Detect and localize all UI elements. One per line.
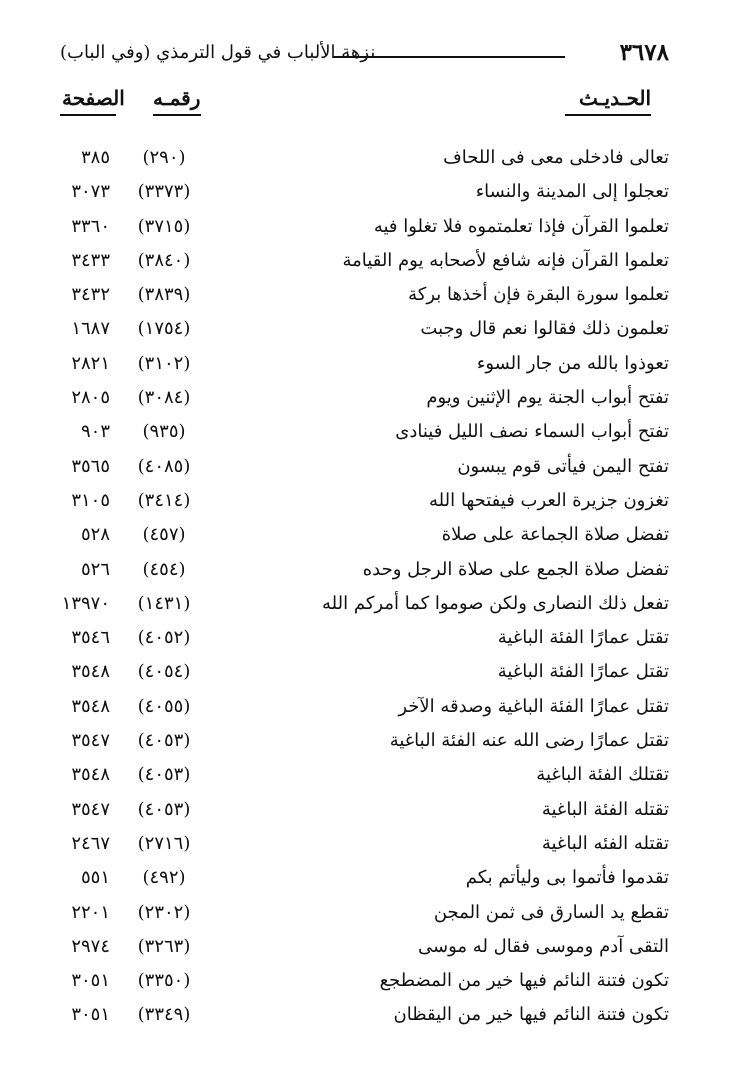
hadith-text: تعوذوا بالله من جار السوء <box>476 352 669 374</box>
hadith-number: (٤٠٥٣) <box>137 798 191 820</box>
page-reference: ٢٢٠١ <box>71 901 110 923</box>
index-entry <box>0 931 755 965</box>
hadith-text: تفعل ذلك النصارى ولكن صوموا كما أمركم الله <box>322 592 669 614</box>
hadith-text: تعلموا القرآن فإذا تعلمتموه فلا تغلوا فيه <box>373 215 669 237</box>
hadith-number: (٣٠٨٤) <box>137 387 191 409</box>
page-reference: ١٣٩٧٠ <box>61 592 110 614</box>
hadith-number: (٢٩٠) <box>142 147 186 168</box>
page-reference: ٣٤٣٢ <box>71 284 110 306</box>
hadith-text: تفتح اليمن فيأتى قوم يبسون <box>457 455 669 477</box>
hadith-text: التقى آدم وموسى فقال له موسى <box>418 935 669 957</box>
index-entry <box>0 554 755 588</box>
column-header-page: الصفحة <box>62 86 125 110</box>
hadith-text: تقتله الفئه الباغية <box>541 832 669 854</box>
hadith-text: تفضل صلاة الجماعة على صلاة <box>441 524 669 546</box>
hadith-number: (٣٤١٤) <box>137 489 191 511</box>
hadith-number: (٤٠٥٢) <box>137 627 191 649</box>
page-reference: ٢٩٧٤ <box>71 935 110 957</box>
index-entry <box>0 794 755 828</box>
hadith-number: (٤٠٥٥) <box>137 695 191 717</box>
index-entry <box>0 382 755 416</box>
hadith-number: (٤٠٥٣) <box>137 764 191 786</box>
index-entry <box>0 348 755 382</box>
hadith-text: تفتح أبواب الجنة يوم الإثنين ويوم <box>426 387 669 409</box>
page-reference: ٣٤٣٣ <box>71 249 110 271</box>
page-number: ٣٦٧٨ <box>619 39 669 66</box>
page-reference: ٢٨٢١ <box>71 352 110 374</box>
page-reference: ٣٥٤٦ <box>71 627 110 649</box>
hadith-text: تقتل عمارًا الفئة الباغية <box>497 661 669 683</box>
hadith-number: (٤٠٨٥) <box>137 455 191 477</box>
hadith-number: (٣٢٦٣) <box>137 935 191 957</box>
column-header-underline <box>565 114 651 116</box>
running-title: نزهة الألباب في قول الترمذي (وفي الباب) <box>60 42 376 63</box>
index-entry <box>0 313 755 347</box>
page-reference: ٣٠٧٣ <box>71 181 110 203</box>
page-reference: ٣١٠٥ <box>71 489 110 511</box>
hadith-index-list <box>0 142 755 1034</box>
index-entry <box>0 862 755 896</box>
page-reference: ٢٤٦٧ <box>71 832 110 854</box>
index-entry <box>0 725 755 759</box>
column-header-hadith: الحـديـث <box>579 86 651 110</box>
hadith-text: تقتله الفئة الباغية <box>541 798 669 820</box>
index-entry <box>0 451 755 485</box>
hadith-text: تعلمون ذلك فقالوا نعم قال وجبت <box>420 318 669 340</box>
page-reference: ١٦٨٧ <box>71 318 110 340</box>
hadith-number: (٣٣٤٩) <box>137 1004 191 1026</box>
hadith-text: تقتل عمارًا الفئة الباغية <box>497 627 669 649</box>
hadith-text: تقدموا فأتموا بى وليأتم بكم <box>465 867 669 889</box>
index-entry <box>0 416 755 450</box>
hadith-number: (٩٣٥) <box>142 421 186 443</box>
hadith-number: (٣٨٣٩) <box>137 284 191 306</box>
hadith-text: تكون فتنة النائم فيها خير من المضطجع <box>379 970 669 992</box>
index-entry <box>0 176 755 210</box>
page-reference: ٣٥٤٨ <box>71 695 110 717</box>
column-header-number: رقمـه <box>153 86 201 110</box>
page-reference: ٣٥٦٥ <box>71 455 110 477</box>
hadith-text: تقتلك الفئة الباغية <box>536 764 669 786</box>
index-entry <box>0 965 755 999</box>
hadith-text: تعلموا سورة البقرة فإن أخذها بركة <box>408 284 669 306</box>
hadith-number: (١٤٣١) <box>137 592 191 614</box>
hadith-text: تقتل عمارًا رضى الله عنه الفئة الباغية <box>389 730 669 752</box>
hadith-text: تعلموا القرآن فإنه شافع لأصحابه يوم القيامة <box>342 249 669 271</box>
index-entry <box>0 656 755 690</box>
hadith-number: (٤٥٤) <box>142 558 186 580</box>
hadith-text: تكون فتنة النائم فيها خير من اليقظان <box>393 1004 669 1026</box>
page-reference: ٣٠٥١ <box>71 1004 110 1026</box>
index-entry <box>0 142 755 176</box>
index-entry <box>0 588 755 622</box>
page-reference: ٣٥٤٧ <box>71 798 110 820</box>
column-header-underline <box>153 114 201 116</box>
hadith-text: تفتح أبواب السماء نصف الليل فينادى <box>395 421 669 443</box>
hadith-number: (٣٨٤٠) <box>137 249 191 271</box>
hadith-number: (٤٠٥٤) <box>137 661 191 683</box>
page-reference: ٣٠٥١ <box>71 970 110 992</box>
hadith-number: (٤٠٥٣) <box>137 730 191 752</box>
hadith-number: (٤٥٧) <box>142 524 186 546</box>
hadith-text: تعالى فادخلى معى فى اللحاف <box>443 147 669 168</box>
hadith-number: (٢٧١٦) <box>137 832 191 854</box>
index-entry <box>0 211 755 245</box>
page-reference: ٣٨٥ <box>80 147 110 168</box>
hadith-text: تقتل عمارًا الفئة الباغية وصدقه الآخر <box>398 695 669 717</box>
index-entry <box>0 279 755 313</box>
index-entry <box>0 245 755 279</box>
hadith-number: (٣٣٧٣) <box>137 181 191 203</box>
index-entry <box>0 897 755 931</box>
column-header-underline <box>60 114 116 116</box>
hadith-number: (١٧٥٤) <box>137 318 191 340</box>
page-reference: ٣٥٤٨ <box>71 764 110 786</box>
hadith-text: تفضل صلاة الجمع على صلاة الرجل وحده <box>362 558 669 580</box>
page-reference: ٥٥١ <box>80 867 110 889</box>
hadith-number: (٤٩٢) <box>142 867 186 889</box>
page-reference: ٢٨٠٥ <box>71 387 110 409</box>
page-reference: ٣٥٤٧ <box>71 730 110 752</box>
index-entry <box>0 759 755 793</box>
page-reference: ٣٣٦٠ <box>71 215 110 237</box>
index-entry <box>0 828 755 862</box>
page-reference: ٥٢٨ <box>80 524 110 546</box>
index-entry <box>0 622 755 656</box>
index-entry <box>0 999 755 1033</box>
hadith-number: (٢٣٠٢) <box>137 901 191 923</box>
hadith-text: تقطع يد السارق فى ثمن المجن <box>433 901 669 923</box>
hadith-text: تغزون جزيرة العرب فيفتحها الله <box>429 489 669 511</box>
index-entry <box>0 519 755 553</box>
index-entry <box>0 691 755 725</box>
hadith-number: (٣١٠٢) <box>137 352 191 374</box>
hadith-text: تعجلوا إلى المدينة والنساء <box>475 181 669 203</box>
page-reference: ٩٠٣ <box>80 421 110 443</box>
index-entry <box>0 485 755 519</box>
page-reference: ٥٢٦ <box>80 558 110 580</box>
page-reference: ٣٥٤٨ <box>71 661 110 683</box>
hadith-number: (٣٧١٥) <box>137 215 191 237</box>
hadith-number: (٣٣٥٠) <box>137 970 191 992</box>
